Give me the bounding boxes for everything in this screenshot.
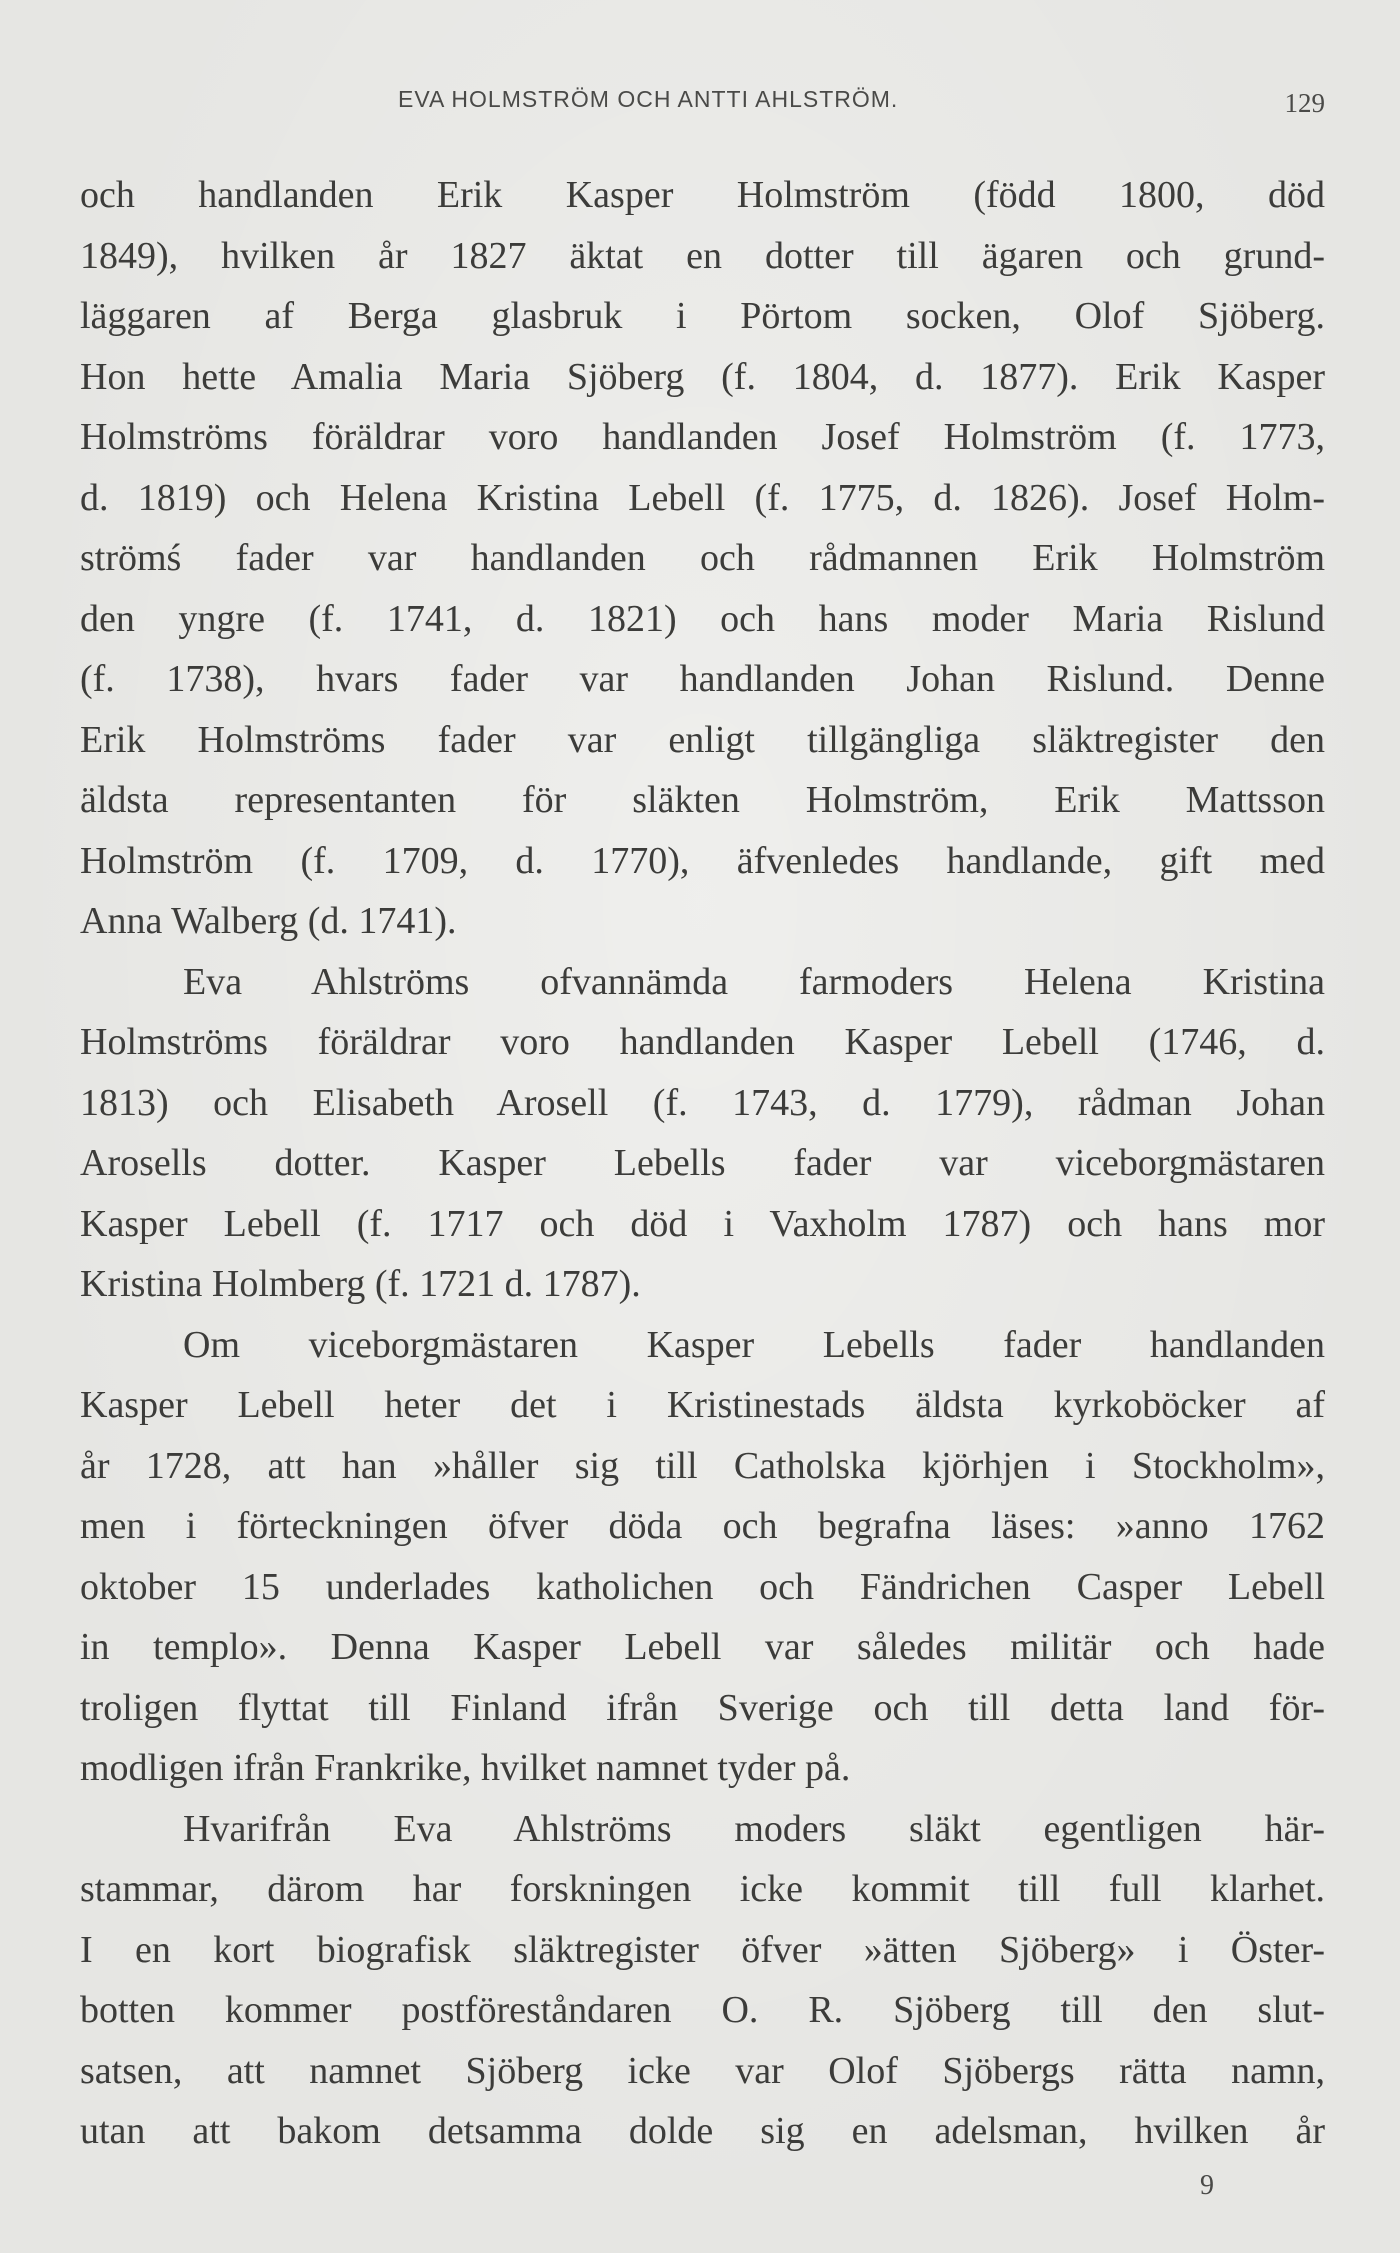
body-text bbox=[80, 165, 1325, 2162]
text-line: modligen ifrån Frankrike, hvilket namnet tyder på. bbox=[80, 1747, 851, 1789]
running-title: EVA HOLMSTRÖM OCH ANTTI AHLSTRÖM. bbox=[398, 86, 899, 112]
paragraph bbox=[80, 165, 1325, 952]
paragraph bbox=[80, 1799, 1325, 2162]
text-line: 1813) och Elisabeth Arosell (f. 1743, d. 1779), rådman Johan bbox=[80, 1081, 1325, 1124]
paragraph bbox=[80, 1315, 1325, 1799]
text-line: in templo». Denna Kasper Lebell var således militär och hade bbox=[80, 1626, 1325, 1668]
text-line: Holmström (f. 1709, d. 1770), äfvenledes handlande, gift med bbox=[80, 839, 1325, 882]
paragraph bbox=[80, 952, 1325, 1315]
page-number: 129 bbox=[1284, 88, 1325, 118]
text-line: Anna Walberg (d. 1741). bbox=[80, 900, 457, 942]
text-line: oktober 15 underlades katholichen och Fändrichen Casper Lebell bbox=[80, 1565, 1325, 1608]
signature-mark: 9 bbox=[1200, 2170, 1214, 2201]
text-line: men i förteckningen öfver döda och begrafna läses: »anno 1762 bbox=[80, 1505, 1325, 1547]
text-line: (f. 1738), hvars fader var handlanden Johan Rislund. Denne bbox=[80, 658, 1325, 700]
running-head bbox=[0, 86, 1400, 126]
text-line: Hon hette Amalia Maria Sjöberg (f. 1804, d. 1877). Erik Kasper bbox=[80, 355, 1325, 398]
text-line: satsen, att namnet Sjöberg icke var Olof Sjöbergs rätta namn, bbox=[80, 2049, 1325, 2092]
text-line: Om viceborgmästaren Kasper Lebells fader handlanden bbox=[183, 1323, 1325, 1366]
text-line: botten kommer postföreståndaren O. R. Sjöberg till den slut- bbox=[80, 1989, 1325, 2031]
text-line: Hvarifrån Eva Ahlströms moders släkt egentligen här- bbox=[183, 1807, 1325, 1850]
text-line: troligen flyttat till Finland ifrån Sverige och till detta land för- bbox=[80, 1686, 1325, 1729]
text-line: och handlanden Erik Kasper Holmström (född 1800, död bbox=[80, 174, 1325, 216]
text-line: läggaren af Berga glasbruk i Pörtom socken, Olof Sjöberg. bbox=[80, 295, 1325, 337]
text-line: Eva Ahlströms ofvannämda farmoders Helena Kristina bbox=[183, 960, 1325, 1003]
text-line: Holmströms föräldrar voro handlanden Kasper Lebell (1746, d. bbox=[80, 1021, 1325, 1063]
text-line: 1849), hvilken år 1827 äktat en dotter till ägaren och grund- bbox=[80, 234, 1325, 277]
text-line: den yngre (f. 1741, d. 1821) och hans moder Maria Rislund bbox=[80, 597, 1325, 640]
text-line: Kasper Lebell heter det i Kristinestads äldsta kyrkoböcker af bbox=[80, 1384, 1325, 1426]
text-line: Kasper Lebell (f. 1717 och död i Vaxholm 1787) och hans mor bbox=[80, 1202, 1325, 1245]
text-line: Kristina Holmberg (f. 1721 d. 1787). bbox=[80, 1263, 641, 1305]
text-line: Holmströms föräldrar voro handlanden Josef Holmström (f. 1773, bbox=[80, 416, 1325, 458]
text-line: Arosells dotter. Kasper Lebells fader var viceborgmästaren bbox=[80, 1142, 1325, 1184]
text-line: år 1728, att han »håller sig till Catholska kjörhjen i Stockholm», bbox=[80, 1444, 1325, 1487]
text-line: d. 1819) och Helena Kristina Lebell (f. 1775, d. 1826). Josef Holm- bbox=[80, 476, 1325, 519]
text-line: äldsta representanten för släkten Holmström, Erik Mattsson bbox=[80, 779, 1325, 821]
text-line: strömś fader var handlanden och rådmannen Erik Holmström bbox=[80, 537, 1325, 579]
text-line: utan att bakom detsamma dolde sig en adelsman, hvilken år bbox=[80, 2110, 1325, 2152]
text-line: I en kort biografisk släktregister öfver »ätten Sjöberg» i Öster- bbox=[80, 1928, 1325, 1971]
text-line: stammar, därom har forskningen icke kommit till full klarhet. bbox=[80, 1868, 1325, 1910]
text-line: Erik Holmströms fader var enligt tillgängliga släktregister den bbox=[80, 718, 1325, 761]
